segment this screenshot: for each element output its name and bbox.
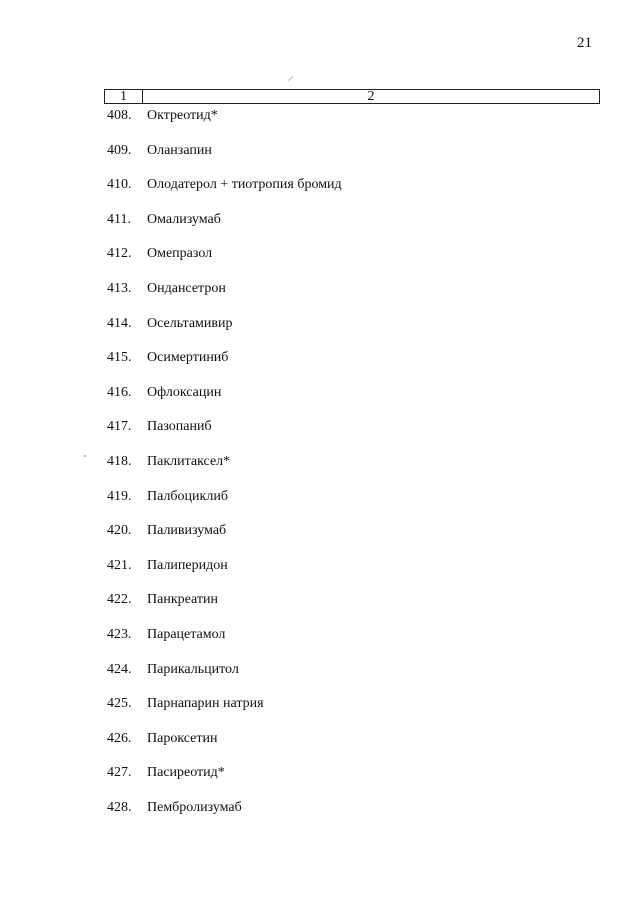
list-item — [107, 590, 342, 625]
entry-name: Осельтамивир — [147, 315, 233, 331]
entry-name: Омализумаб — [147, 211, 221, 227]
entry-name: Оланзапин — [147, 142, 212, 158]
table-header-col2: 2 — [367, 89, 375, 104]
entry-number: 411. — [107, 211, 131, 227]
list-item — [107, 279, 342, 314]
entry-number: 424. — [107, 661, 132, 677]
list-item — [107, 452, 342, 487]
drug-list — [107, 106, 342, 832]
entry-number: 419. — [107, 488, 132, 504]
entry-number: 414. — [107, 315, 132, 331]
entry-number: 408. — [107, 108, 132, 123]
list-item — [107, 729, 342, 764]
table-header-col1: 1 — [105, 90, 143, 103]
entry-name: Осимертиниб — [147, 350, 229, 366]
entry-name: Палиперидон — [147, 557, 228, 573]
list-item — [107, 556, 342, 591]
list-item — [107, 487, 342, 522]
entry-name: Парнапарин натрия — [147, 696, 264, 712]
entry-name: Паливизумаб — [147, 523, 227, 539]
entry-name: Пембролизумаб — [147, 799, 242, 815]
list-item — [107, 521, 342, 556]
scan-artifact-dot — [84, 455, 86, 457]
entry-name: Панкреатин — [147, 592, 218, 608]
list-item — [107, 660, 342, 695]
entry-name: Парацетамол — [147, 626, 226, 642]
entry-name: Октреотид* — [147, 108, 218, 123]
list-item — [107, 417, 342, 452]
entry-name: Парикальцитол — [147, 661, 239, 677]
entry-number: 417. — [107, 419, 132, 435]
list-item — [107, 798, 342, 833]
entry-name: Офлоксацин — [147, 384, 222, 400]
list-item — [107, 141, 342, 176]
entry-name: Паклитаксел* — [147, 453, 231, 469]
list-item — [107, 763, 342, 798]
list-item — [107, 694, 342, 729]
entry-name: Пазопаниб — [147, 419, 212, 435]
entry-name: Пароксетин — [147, 730, 218, 746]
entry-number: 426. — [107, 730, 132, 746]
entry-number: 413. — [107, 280, 132, 296]
entry-number: 427. — [107, 765, 132, 781]
list-item — [107, 314, 342, 349]
entry-name: Пасиреотид* — [147, 765, 225, 781]
entry-number: 422. — [107, 592, 132, 608]
entry-name: Палбоциклиб — [147, 488, 228, 504]
list-item — [107, 175, 342, 210]
entry-number: 412. — [107, 246, 132, 262]
entry-name: Омепразол — [147, 246, 213, 262]
entry-number: 410. — [107, 177, 132, 193]
entry-name: Ондансетрон — [147, 280, 226, 296]
entry-number: 409. — [107, 142, 132, 158]
list-item — [107, 348, 342, 383]
entry-name: Олодатерол + тиотропия бромид — [147, 177, 342, 193]
entry-number: 415. — [107, 350, 132, 366]
table-header-row — [104, 89, 600, 104]
list-item — [107, 106, 342, 141]
entry-number: 416. — [107, 384, 132, 400]
entry-number: 423. — [107, 626, 132, 642]
list-item — [107, 383, 342, 418]
entry-number: 418. — [107, 453, 132, 469]
entry-number: 420. — [107, 523, 132, 539]
entry-number: 425. — [107, 696, 132, 712]
page-number: 21 — [577, 35, 592, 51]
list-item — [107, 210, 342, 245]
scan-artifact-mark — [287, 76, 293, 81]
entry-number: 421. — [107, 557, 132, 573]
entry-number: 428. — [107, 799, 132, 815]
list-item — [107, 625, 342, 660]
list-item — [107, 244, 342, 279]
